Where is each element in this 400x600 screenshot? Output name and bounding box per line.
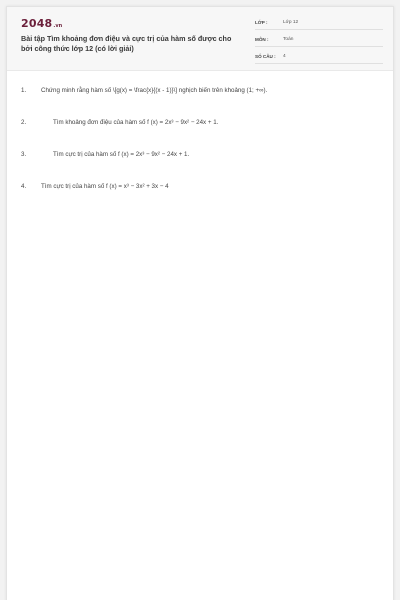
question-text: Tìm cực trị của hàm số f (x) = x³ − 3x² + 3x − 4: [41, 183, 169, 190]
question-number: 1.: [21, 87, 27, 94]
site-logo[interactable]: [21, 17, 62, 30]
meta-value: Toán: [283, 37, 294, 42]
logo-text: 2048: [21, 17, 53, 30]
question-number: 2.: [21, 119, 27, 126]
question-number: 3.: [21, 151, 27, 158]
question-item: [21, 119, 385, 135]
question-text: Chứng minh rằng hàm số \[g(x) = \frac{x}{(x - 1)}\] nghịch biến trên khoảng (1; +∞).: [41, 87, 268, 94]
meta-label: LỚP :: [255, 20, 268, 25]
meta-value: Lớp 12: [283, 20, 299, 25]
meta-label: MÔN :: [255, 37, 269, 42]
meta-row-class: [255, 16, 383, 30]
question-number: 4.: [21, 183, 27, 190]
question-item: [21, 87, 385, 103]
worksheet: [6, 6, 394, 600]
question-text: Tìm khoảng đơn điệu của hàm số f (x) = 2x³ − 9x² − 24x + 1.: [53, 119, 219, 126]
worksheet-meta: [255, 16, 383, 67]
question-list: [21, 87, 385, 199]
meta-row-subject: [255, 33, 383, 47]
meta-value: 4: [283, 54, 286, 59]
worksheet-title: Bài tập Tìm khoảng đơn điệu và cực trị của hàm số được cho bởi công thức lớp 12 (có lời giải): [21, 34, 232, 53]
question-item: [21, 183, 385, 199]
meta-row-count: [255, 50, 383, 64]
meta-label: SỐ CÂU :: [255, 54, 276, 59]
question-item: [21, 151, 385, 167]
worksheet-header: [7, 7, 393, 71]
logo-suffix: .vn: [53, 23, 63, 29]
question-text: Tìm cực trị của hàm số f (x) = 2x³ − 9x² − 24x + 1.: [53, 151, 190, 158]
